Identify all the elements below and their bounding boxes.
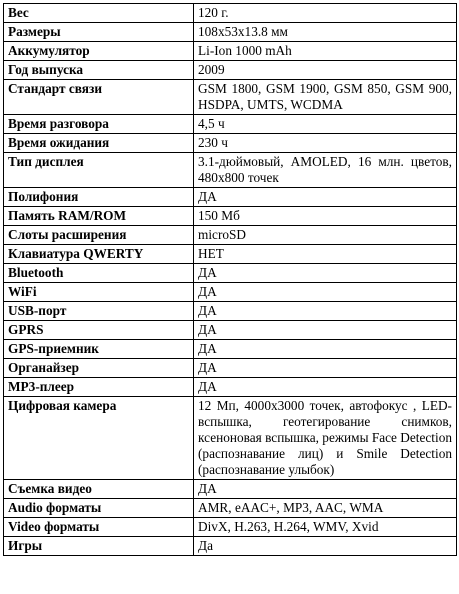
spec-value-wifi: ДА	[194, 283, 457, 302]
spec-name-weight: Вес	[4, 4, 194, 23]
spec-value-camera: 12 Мп, 4000x3000 точек, автофокус , LED-вспышка, геотегирование снимков, ксеноновая вспышка, режимы Face Detection (распознавание лиц) и Smile Detection (распознавание улыбок)	[194, 397, 457, 480]
table-row	[4, 23, 457, 42]
spec-value-audio-formats: AMR, eAAC+, MP3, AAC, WMA	[194, 499, 457, 518]
table-row	[4, 397, 457, 480]
spec-name-mp3-player: MP3-плеер	[4, 378, 194, 397]
table-row	[4, 207, 457, 226]
table-row	[4, 42, 457, 61]
spec-name-standby-time: Время ожидания	[4, 134, 194, 153]
table-row	[4, 4, 457, 23]
spec-value-weight: 120 г.	[194, 4, 457, 23]
table-row	[4, 480, 457, 499]
table-row	[4, 499, 457, 518]
spec-value-video-formats: DivX, H.263, H.264, WMV, Xvid	[194, 518, 457, 537]
spec-name-organizer: Органайзер	[4, 359, 194, 378]
table-row	[4, 153, 457, 188]
spec-name-video-recording: Съемка видео	[4, 480, 194, 499]
table-row	[4, 518, 457, 537]
table-row	[4, 226, 457, 245]
spec-value-usb-port: ДА	[194, 302, 457, 321]
spec-value-bluetooth: ДА	[194, 264, 457, 283]
table-row	[4, 245, 457, 264]
table-row	[4, 188, 457, 207]
table-row	[4, 264, 457, 283]
spec-value-display-type: 3.1-дюймовый, AMOLED, 16 млн. цветов, 480x800 точек	[194, 153, 457, 188]
table-row	[4, 115, 457, 134]
spec-name-polyphony: Полифония	[4, 188, 194, 207]
spec-name-audio-formats: Audio форматы	[4, 499, 194, 518]
spec-value-organizer: ДА	[194, 359, 457, 378]
table-row	[4, 340, 457, 359]
spec-value-standby-time: 230 ч	[194, 134, 457, 153]
spec-name-dimensions: Размеры	[4, 23, 194, 42]
spec-value-qwerty-keyboard: НЕТ	[194, 245, 457, 264]
table-row	[4, 80, 457, 115]
spec-name-memory: Память RAM/ROM	[4, 207, 194, 226]
spec-value-gprs: ДА	[194, 321, 457, 340]
table-row	[4, 359, 457, 378]
spec-name-gps: GPS-приемник	[4, 340, 194, 359]
table-row	[4, 283, 457, 302]
spec-value-talk-time: 4,5 ч	[194, 115, 457, 134]
spec-value-polyphony: ДА	[194, 188, 457, 207]
spec-name-camera: Цифровая камера	[4, 397, 194, 480]
spec-value-video-recording: ДА	[194, 480, 457, 499]
spec-value-games: Да	[194, 537, 457, 556]
table-row	[4, 302, 457, 321]
spec-value-dimensions: 108x53x13.8 мм	[194, 23, 457, 42]
spec-name-bluetooth: Bluetooth	[4, 264, 194, 283]
spec-name-expansion-slots: Слоты расширения	[4, 226, 194, 245]
specifications-table	[3, 3, 457, 556]
table-row	[4, 134, 457, 153]
spec-name-talk-time: Время разговора	[4, 115, 194, 134]
spec-name-gprs: GPRS	[4, 321, 194, 340]
spec-name-video-formats: Video форматы	[4, 518, 194, 537]
spec-value-network-standard: GSM 1800, GSM 1900, GSM 850, GSM 900, HSDPA, UMTS, WCDMA	[194, 80, 457, 115]
spec-value-mp3-player: ДА	[194, 378, 457, 397]
spec-value-expansion-slots: microSD	[194, 226, 457, 245]
spec-value-battery: Li-Ion 1000 mAh	[194, 42, 457, 61]
spec-value-memory: 150 Мб	[194, 207, 457, 226]
table-row	[4, 537, 457, 556]
table-row	[4, 378, 457, 397]
table-row	[4, 321, 457, 340]
spec-name-usb-port: USB-порт	[4, 302, 194, 321]
spec-value-release-year: 2009	[194, 61, 457, 80]
spec-name-games: Игры	[4, 537, 194, 556]
spec-name-qwerty-keyboard: Клавиатура QWERTY	[4, 245, 194, 264]
spec-value-gps: ДА	[194, 340, 457, 359]
spec-name-release-year: Год выпуска	[4, 61, 194, 80]
spec-name-wifi: WiFi	[4, 283, 194, 302]
spec-name-network-standard: Стандарт связи	[4, 80, 194, 115]
spec-name-display-type: Тип дисплея	[4, 153, 194, 188]
spec-name-battery: Аккумулятор	[4, 42, 194, 61]
table-row	[4, 61, 457, 80]
